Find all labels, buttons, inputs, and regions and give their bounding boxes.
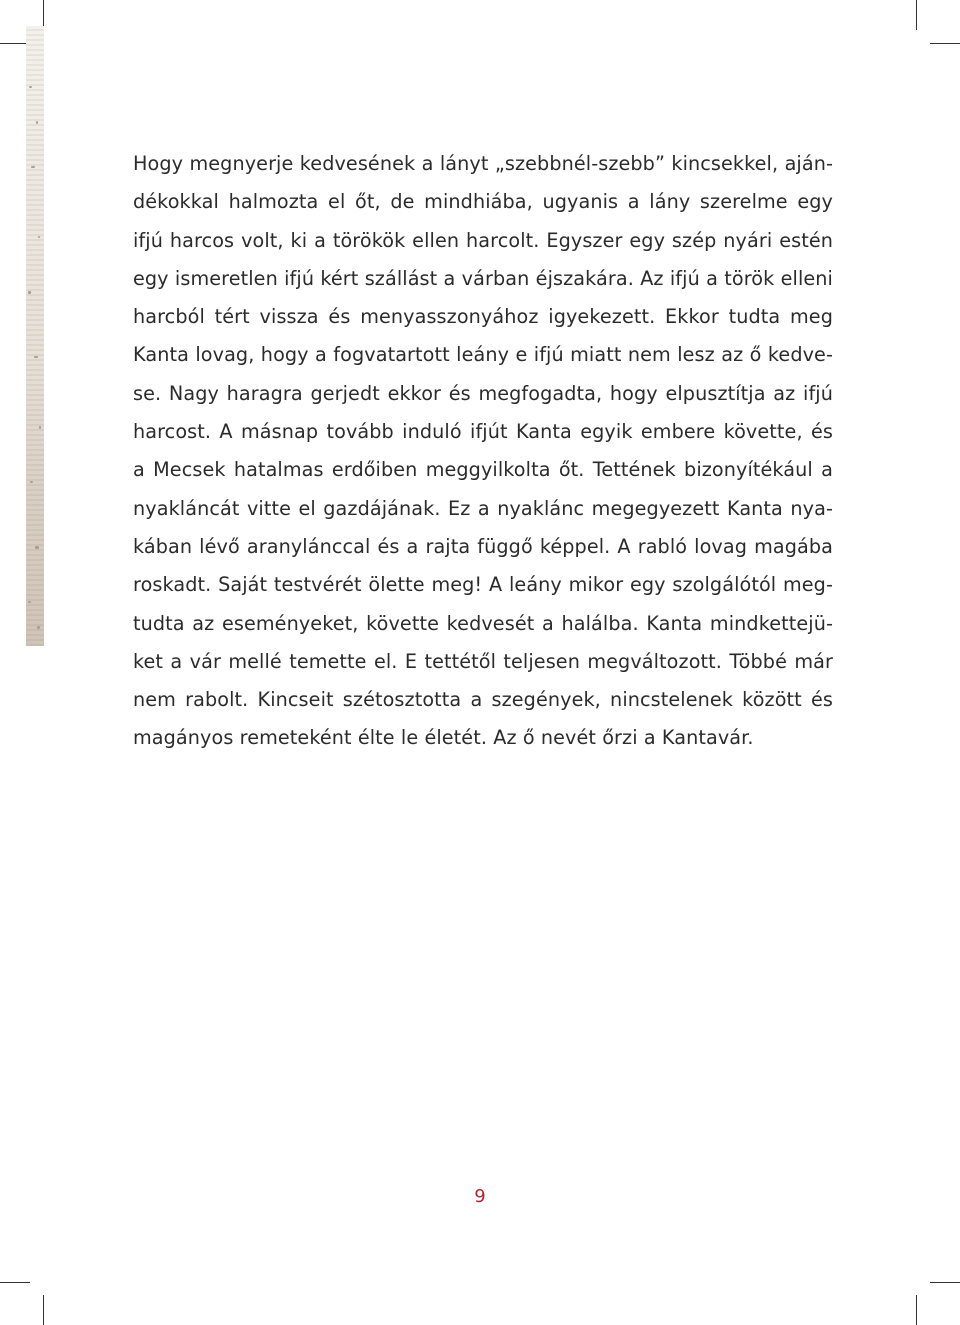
texture-speck <box>36 121 38 124</box>
crop-mark-top-right-h <box>930 43 960 44</box>
crop-mark-bottom-left-v <box>43 1295 44 1325</box>
paragraph-line: Kanta lovag, hogy a fogvatartott leány e ifjú miatt nem lesz az ő kedve- <box>133 343 833 367</box>
crop-mark-bottom-right-h <box>930 1282 960 1283</box>
paragraph-line: a Mecsek hatalmas erdőiben meggyilkolta őt. Tettének bizonyítékául a <box>133 458 833 482</box>
crop-mark-bottom-right-v <box>916 1295 917 1325</box>
texture-speck <box>30 481 33 483</box>
paragraph-line: roskadt. Saját testvérét ölette meg! A leány mikor egy szolgálótól meg- <box>133 573 833 597</box>
paragraph-line-last: magányos remeteként élte le életét. Az ő nevét őrzi a Kantavár. <box>133 726 754 750</box>
paragraph-line: Hogy megnyerje kedvesének a lányt „szebbnél-szebb” kincsekkel, aján- <box>133 152 833 175</box>
texture-speck <box>29 86 32 88</box>
paragraph-line: tudta az eseményeket, követte kedvesét a halálba. Kanta mindkettejü- <box>133 611 833 635</box>
paragraph-line: nyakláncát vitte el gazdájának. Ez a nyaklánc megegyezett Kanta nya- <box>133 496 833 520</box>
texture-speck <box>39 426 41 429</box>
decorative-edge-texture <box>26 26 44 646</box>
paragraph-line: ifjú harcos volt, ki a törökök ellen harcolt. Egyszer egy szép nyári estén <box>133 228 833 252</box>
paragraph-line: egy ismeretlen ifjú kért szállást a várban éjszakára. Az ifjú a török elleni <box>133 266 833 290</box>
page-number: 9 <box>474 1186 486 1207</box>
texture-speck <box>34 356 38 358</box>
texture-speck <box>28 291 31 294</box>
paragraph-line: kában lévő aranylánccal és a rajta függő képpel. A rabló lovag magába <box>133 534 833 558</box>
story-paragraph <box>133 145 833 758</box>
paragraph-line: dékokkal halmozta el őt, de mindhiába, ugyanis a lány szerelme egy <box>133 190 833 214</box>
texture-speck <box>28 601 31 603</box>
crop-mark-top-right-v <box>916 0 917 30</box>
paragraph-line: nem rabolt. Kincseit szétosztotta a szegények, nincstelenek között és <box>133 688 833 712</box>
texture-speck <box>37 626 40 629</box>
paragraph-line: ket a vár mellé temette el. E tettétől teljesen megváltozott. Többé már <box>133 649 833 673</box>
paragraph-line: harcost. A másnap tovább induló ifjút Kanta egyik embere követte, és <box>133 420 833 444</box>
paragraph-line: se. Nagy haragra gerjedt ekkor és megfogadta, hogy elpusztítja az ifjú <box>133 381 833 405</box>
crop-mark-bottom-left-h <box>0 1282 30 1283</box>
paragraph-line: harcból tért vissza és menyasszonyához igyekezett. Ekkor tudta meg <box>133 305 833 329</box>
texture-speck <box>38 236 40 238</box>
texture-speck <box>31 166 35 168</box>
texture-speck <box>35 546 39 549</box>
